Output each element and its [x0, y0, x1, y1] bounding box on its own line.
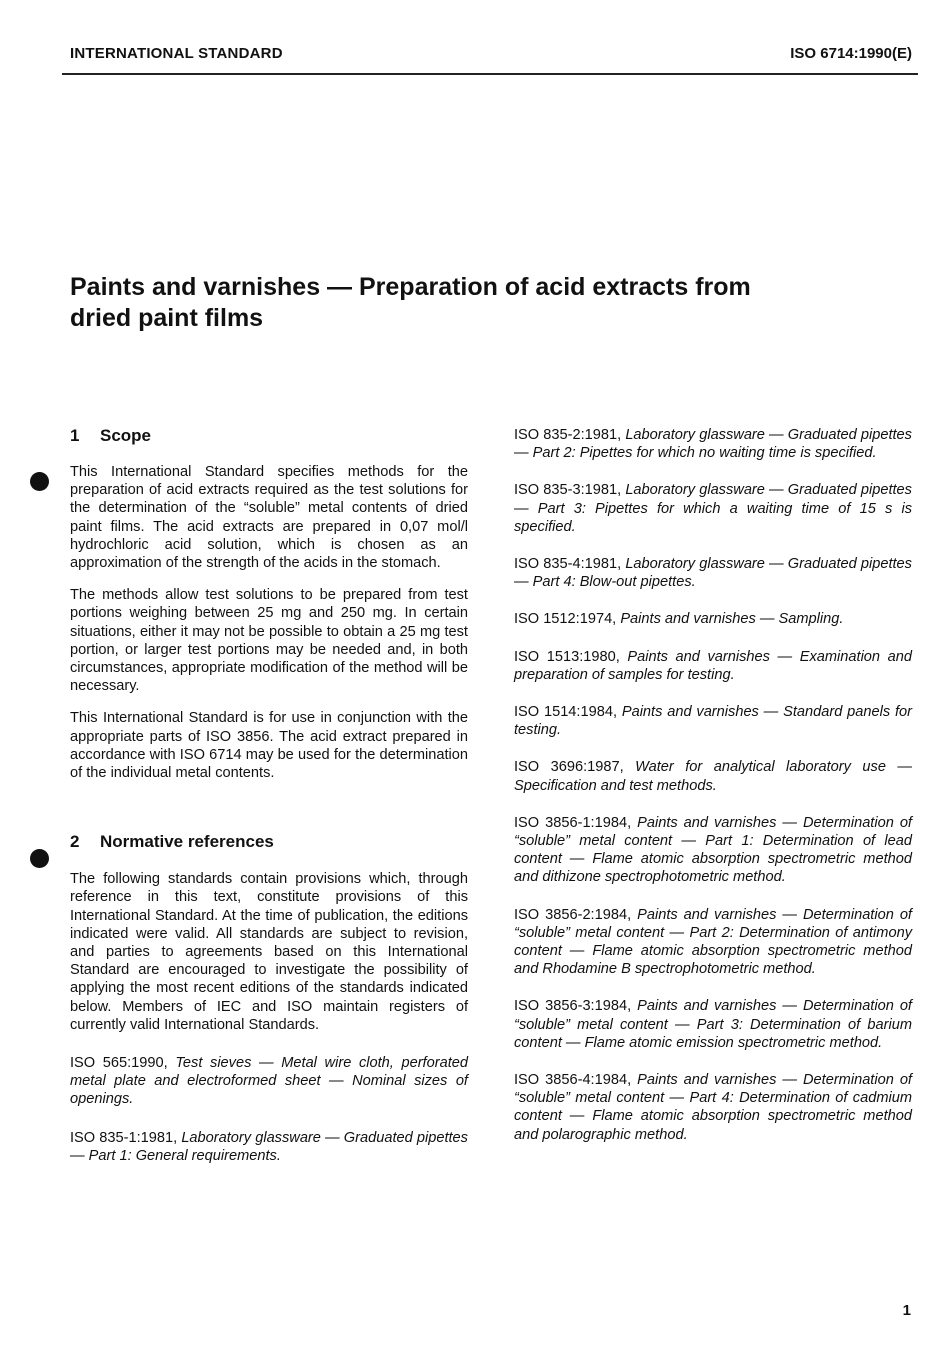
reference-title: Laboratory glassware — Graduated pipettes — Part 2: Pipettes for which no waiting time is specified.	[514, 427, 912, 462]
scope-paragraph-3: This International Standard is for use in conjunction with the appropriate parts of ISO 3856. The acid extract prepared in accordance with ISO 6714 may be used for the determination of the individual metal contents.	[70, 710, 468, 782]
normative-heading-text: Normative references	[100, 832, 274, 852]
reference-title: Paints and varnishes — Sampling.	[620, 611, 844, 628]
scope-heading-text: Scope	[100, 426, 152, 445]
reference-title: Laboratory glassware — Graduated pipettes — Part 3: Pipettes for which a waiting time of 15 s is specified.	[514, 482, 912, 535]
reference-entry	[514, 481, 912, 536]
page-header	[70, 45, 912, 67]
reference-code: ISO 1513:1980,	[514, 648, 620, 665]
reference-entry	[514, 703, 912, 739]
reference-title: Paints and varnishes — Determination of “soluble” metal content — Part 4: Determination of cadmium content — Flame atomic absorption spectrometric method and polarographic method.	[514, 1072, 912, 1143]
reference-code: ISO 3696:1987,	[514, 759, 624, 776]
reference-title: Paints and varnishes — Determination of “soluble” metal content — Part 3: Determination of barium content — Flame atomic emission spectrometric method.	[514, 998, 912, 1051]
normative-intro: The following standards contain provisions which, through reference in this text, constitute provisions of this International Standard. At the time of publication, the editions indicated were valid. All standards are subject to revision, and parties to agreements based on this International Standard are encouraged to investigate the possibility of applying the most recent editions of the standards indicated below. Members of IEC and ISO maintain registers of currently valid International Standards.	[70, 871, 468, 1033]
reference-entry	[514, 555, 912, 591]
reference-code: ISO 1512:1974,	[514, 611, 617, 628]
reference-title: Laboratory glassware — Graduated pipettes — Part 1: General requirements.	[70, 1129, 468, 1164]
reference-title: Paints and varnishes — Standard panels for testing.	[514, 704, 912, 739]
reference-entry	[514, 814, 912, 887]
title-line-2: dried paint films	[70, 304, 264, 332]
reference-code: ISO 3856-4:1984,	[514, 1072, 632, 1089]
reference-code: ISO 835-4:1981,	[514, 556, 622, 573]
title-line-1: Paints and varnishes — Preparation of acid extracts from	[70, 273, 751, 301]
reference-entry	[70, 1129, 468, 1165]
reference-code: ISO 565:1990,	[70, 1055, 168, 1072]
reference-entry	[514, 758, 912, 794]
scope-number: 1	[70, 426, 80, 445]
reference-entry	[514, 906, 912, 979]
reference-code: ISO 835-2:1981,	[514, 427, 622, 443]
document-type: INTERNATIONAL STANDARD	[70, 45, 283, 62]
reference-entry	[514, 1071, 912, 1144]
reference-code: ISO 1514:1984,	[514, 704, 618, 721]
scope-paragraph-2: The methods allow test solutions to be prepared from test portions weighing between 25 mg and 250 mg. In certain situations, either it may not be possible to obtain a 25 mg test portion, or larger test portions may be needed and, in both circumstances, appropriate modification of the method will be necessary.	[70, 587, 468, 695]
reference-entry	[514, 648, 912, 684]
normative-number: 2	[70, 832, 80, 852]
scope-paragraph-1: This International Standard specifies methods for the preparation of acid extracts required as the test solutions for the determination of the “soluble” metal contents of dried paint films. The acid extracts are prepared in 0,07 mol/l hydrochloric acid solution, which is chosen as an approximation of the strength of the acids in the stomach.	[70, 464, 468, 572]
left-column	[70, 426, 468, 1179]
normative-heading	[70, 832, 468, 852]
margin-bullet-1	[30, 472, 49, 491]
margin-bullet-2	[30, 849, 49, 868]
reference-entry	[514, 426, 912, 462]
reference-code: ISO 835-1:1981,	[70, 1129, 178, 1146]
scope-heading	[70, 426, 468, 446]
reference-entry	[70, 1054, 468, 1109]
reference-title: Water for analytical laboratory use — Specification and test methods.	[514, 759, 912, 794]
reference-title: Test sieves — Metal wire cloth, perforated metal plate and electroformed sheet — Nominal sizes of openings.	[70, 1055, 468, 1108]
reference-title: Paints and varnishes — Examination and preparation of samples for testing.	[514, 648, 912, 683]
reference-code: ISO 835-3:1981,	[514, 482, 622, 499]
reference-code: ISO 3856-3:1984,	[514, 998, 632, 1015]
page-number: 1	[902, 1302, 911, 1319]
header-rule	[62, 73, 918, 75]
right-column	[514, 426, 912, 1158]
reference-title: Paints and varnishes — Determination of “soluble” metal content — Part 2: Determination of antimony content — Flame atomic absorption spectrometric method and Rhodamine B spectrophotometric method.	[514, 906, 912, 978]
page-title	[70, 272, 870, 334]
reference-entry	[514, 997, 912, 1052]
reference-entry	[514, 610, 912, 628]
reference-code: ISO 3856-2:1984,	[514, 906, 632, 923]
reference-title: Laboratory glassware — Graduated pipettes — Part 4: Blow-out pipettes.	[514, 556, 912, 591]
document-number: ISO 6714:1990(E)	[790, 45, 912, 62]
reference-code: ISO 3856-1:1984,	[514, 814, 632, 831]
reference-title: Paints and varnishes — Determination of “soluble” metal content — Part 1: Determination of lead content — Flame atomic absorption spectrometric method and dithizone spectrophotometric method.	[514, 814, 912, 886]
